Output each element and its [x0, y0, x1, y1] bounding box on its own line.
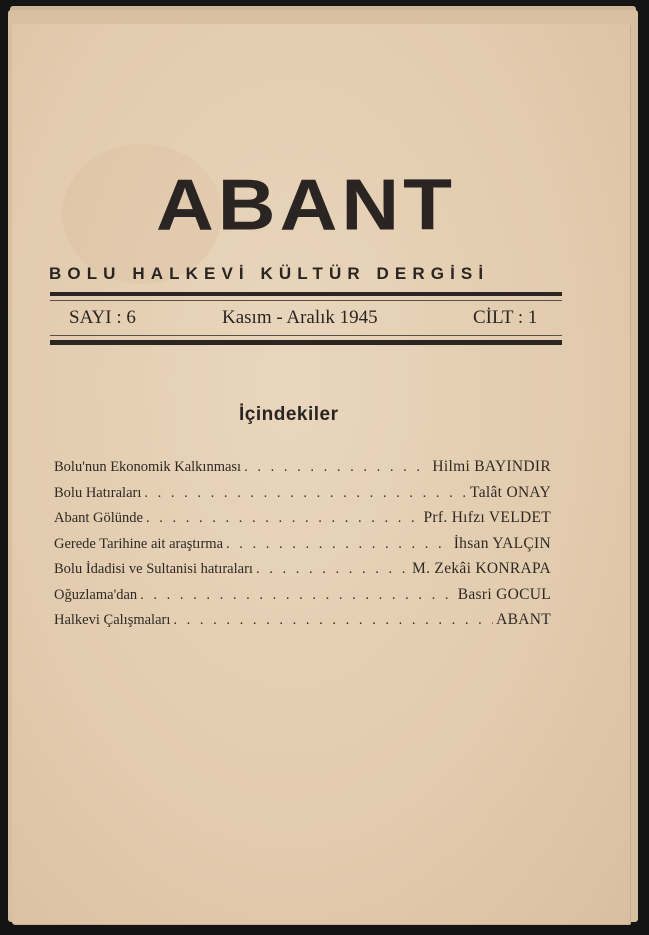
cover-page	[12, 24, 630, 924]
header-rule-bottom	[50, 340, 562, 345]
paper-stack	[8, 10, 638, 922]
contents-item	[54, 560, 551, 586]
contents-item-author: Prf. Hıfzı VELDET	[423, 509, 551, 526]
magazine-subtitle: BOLU HALKEVİ KÜLTÜR DERGİSİ	[49, 264, 490, 283]
contents-item-title: Abant Gölünde	[54, 510, 143, 526]
contents-item-title: Oğuzlama'dan	[54, 586, 138, 603]
magazine-title	[12, 164, 630, 256]
contents-item-author: M. Zekâi KONRAPA	[412, 560, 551, 577]
contents-item-title: Halkevi Çalışmaları	[54, 612, 171, 628]
dot-leader	[144, 485, 467, 502]
contents-item	[54, 484, 551, 510]
contents-item-author: Talât ONAY	[470, 483, 551, 501]
contents-item	[54, 509, 551, 535]
contents-item	[54, 535, 551, 561]
dot-leader	[244, 459, 429, 476]
contents-list	[54, 458, 551, 637]
dot-leader	[140, 587, 455, 604]
contents-item	[54, 458, 551, 484]
contents-heading: İçindekiler	[239, 404, 339, 425]
dot-leader	[226, 536, 451, 553]
contents-item-author: İhsan YALÇIN	[453, 534, 551, 552]
contents-item-title: Bolu Hatıraları	[54, 484, 142, 501]
dot-leader	[173, 612, 493, 629]
header-rule-top-thin	[50, 300, 562, 301]
contents-item	[54, 611, 551, 637]
header-rule-bottom-thin	[50, 335, 562, 336]
contents-item-title: Gerede Tarihine ait araştırma	[54, 535, 224, 552]
dot-leader	[256, 561, 409, 578]
issue-number: SAYI : 6	[69, 307, 136, 328]
dot-leader	[146, 510, 421, 527]
volume-number: CİLT : 1	[473, 307, 538, 328]
issue-date: Kasım - Aralık 1945	[222, 307, 378, 328]
header-rule-top	[50, 292, 562, 296]
magazine-title-text: ABANT	[156, 164, 456, 245]
contents-item-author: Basri GOCUL	[457, 585, 551, 603]
contents-item-author: Hilmi BAYINDIR	[432, 458, 551, 475]
contents-item-author: ABANT	[496, 611, 551, 628]
contents-item-title: Bolu İdadisi ve Sultanisi hatıraları	[54, 561, 253, 577]
contents-item-title: Bolu'nun Ekonomik Kalkınması	[54, 459, 242, 475]
contents-item	[54, 586, 551, 612]
